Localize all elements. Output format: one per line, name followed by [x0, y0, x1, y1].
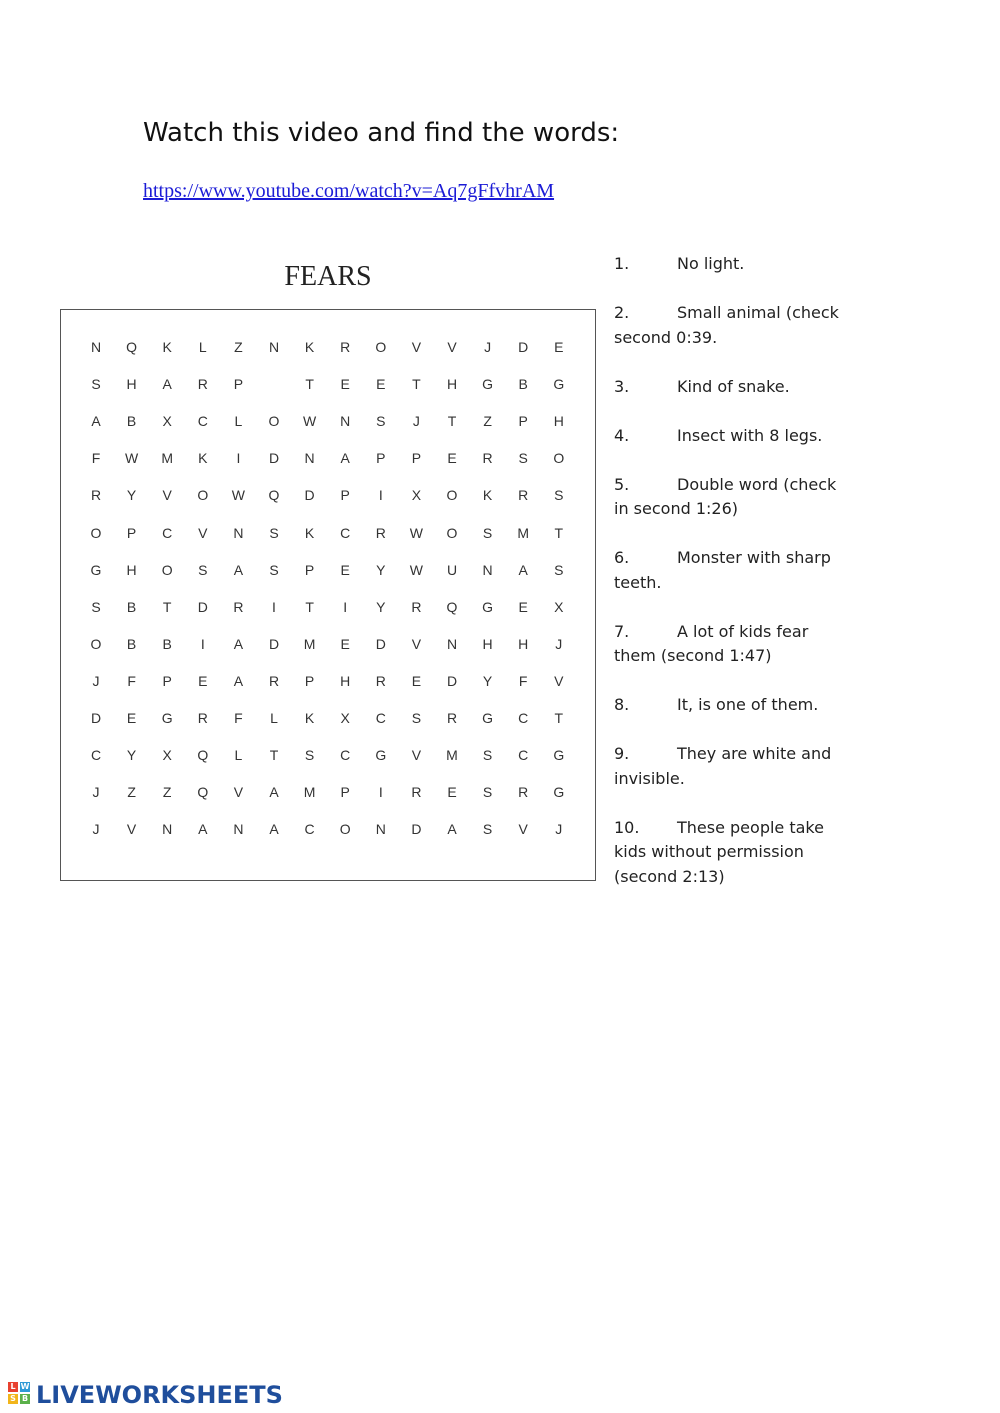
- grid-letter: O: [268, 413, 280, 430]
- grid-letter: D: [518, 339, 529, 355]
- grid-letter: M: [303, 784, 316, 801]
- clue-item: [614, 424, 854, 449]
- grid-letter: K: [304, 339, 315, 355]
- grid-letter: Q: [446, 598, 458, 615]
- grid-letter: P: [376, 450, 386, 467]
- grid-letter: P: [162, 672, 172, 689]
- grid-letter: N: [268, 339, 280, 355]
- grid-letter: R: [375, 524, 386, 541]
- clue-item: [614, 375, 854, 400]
- grid-letter: L: [270, 710, 278, 726]
- clue-item: [614, 620, 854, 669]
- grid-letter: G: [482, 710, 494, 726]
- grid-letter: J: [92, 821, 100, 838]
- grid-letter: Y: [126, 487, 137, 504]
- grid-letter: J: [92, 672, 100, 689]
- grid-letter: C: [375, 710, 386, 726]
- logo-blocks-icon: [8, 1382, 34, 1408]
- grid-letter: J: [555, 821, 563, 838]
- grid-letter: G: [161, 710, 173, 726]
- grid-letter: O: [161, 561, 173, 578]
- logo-text: LIVEWORKSHEETS: [36, 1381, 283, 1409]
- grid-letter: S: [376, 413, 386, 430]
- grid-letter: H: [340, 672, 351, 689]
- grid-letter: T: [554, 710, 564, 726]
- grid-letter: A: [269, 821, 279, 838]
- grid-letter: D: [268, 635, 280, 652]
- grid-letter: A: [233, 561, 244, 578]
- grid-letter: V: [554, 672, 564, 689]
- logo-block: B: [21, 1394, 29, 1403]
- grid-letter: Q: [126, 339, 138, 355]
- grid-letter: T: [305, 598, 314, 615]
- clue-text: They are white and invisible.: [614, 744, 832, 788]
- grid-letter: E: [447, 784, 457, 801]
- grid-letter: S: [91, 376, 101, 393]
- grid-letter: N: [482, 561, 493, 578]
- grid-letter: B: [126, 635, 137, 652]
- grid-letter: G: [375, 747, 387, 764]
- grid-letter: V: [411, 747, 422, 764]
- grid-letter: F: [91, 450, 101, 467]
- grid-letter: Z: [162, 784, 172, 801]
- clue-item: [614, 546, 854, 595]
- grid-letter: O: [446, 524, 458, 541]
- grid-letter: P: [126, 524, 137, 541]
- grid-letter: O: [446, 487, 458, 504]
- grid-letter: N: [162, 821, 173, 838]
- clue-item: [614, 742, 854, 791]
- grid-letter: Z: [483, 413, 492, 430]
- grid-letter: E: [340, 376, 350, 393]
- grid-letter: S: [269, 561, 279, 578]
- grid-letter: F: [234, 710, 243, 726]
- grid-letter: X: [162, 747, 172, 764]
- grid-letter: P: [304, 561, 315, 578]
- grid-letter: T: [305, 376, 314, 393]
- grid-letter: G: [482, 376, 494, 393]
- grid-letter: E: [376, 376, 386, 393]
- grid-letter: U: [446, 561, 458, 578]
- grid-letter: D: [304, 487, 315, 504]
- grid-letter: N: [446, 635, 458, 652]
- grid-letter: S: [482, 747, 493, 764]
- grid-letter: A: [518, 561, 528, 578]
- clue-item: [614, 693, 854, 718]
- clue-number: 4.: [614, 425, 630, 445]
- grid-letter: O: [375, 339, 387, 355]
- grid-letter: V: [518, 821, 528, 838]
- grid-letter: R: [518, 487, 529, 504]
- grid-letter: R: [375, 672, 386, 689]
- clue-text: Kind of snake.: [677, 376, 790, 396]
- grid-letter: T: [162, 598, 172, 615]
- clue-number: 9.: [614, 744, 630, 763]
- grid-letter: F: [127, 672, 136, 689]
- clue-number: 2.: [614, 303, 630, 322]
- grid-letter: P: [411, 450, 422, 467]
- grid-letter: R: [197, 710, 208, 726]
- grid-letter: H: [553, 413, 564, 430]
- grid-letter: A: [269, 784, 279, 801]
- grid-letter: I: [343, 598, 348, 615]
- clue-text: Insect with 8 legs.: [677, 425, 823, 445]
- grid-letter: C: [340, 747, 351, 764]
- grid-letter: E: [518, 598, 528, 615]
- clue-text: It, is one of them.: [677, 695, 819, 714]
- grid-letter: X: [340, 710, 350, 726]
- grid-letter: G: [553, 784, 565, 801]
- grid-letter: A: [233, 635, 244, 652]
- grid-letter: D: [446, 672, 458, 689]
- grid-letter: Q: [197, 747, 209, 764]
- grid-letter: B: [518, 376, 528, 393]
- grid-letter: C: [518, 747, 529, 764]
- clue-number: 3.: [614, 376, 630, 396]
- grid-letter: N: [90, 339, 102, 355]
- grid-letter: T: [447, 413, 457, 430]
- grid-letter: N: [375, 821, 386, 838]
- grid-letter: Q: [268, 487, 280, 504]
- grid-letter: I: [236, 450, 241, 467]
- grid-letter: S: [518, 450, 528, 467]
- grid-letter: P: [340, 487, 350, 504]
- grid-letter: G: [553, 747, 565, 764]
- grid-letter: I: [378, 487, 383, 504]
- grid-letter: M: [161, 450, 174, 467]
- grid-letter: A: [198, 821, 208, 838]
- grid-letter: E: [554, 339, 564, 355]
- grid-letter: M: [517, 524, 530, 541]
- grid-letter: K: [304, 710, 315, 726]
- grid-letter: A: [340, 450, 350, 467]
- grid-letter: S: [482, 524, 493, 541]
- grid-letter: L: [234, 747, 243, 764]
- grid-letter: P: [233, 376, 244, 393]
- grid-letter: M: [446, 747, 458, 764]
- grid-letter: S: [482, 784, 493, 801]
- grid-letter: B: [126, 413, 137, 430]
- grid-letter: I: [378, 784, 383, 801]
- grid-letter: W: [409, 524, 423, 541]
- grid-letter: G: [482, 598, 494, 615]
- clue-number: 6.: [614, 548, 630, 567]
- grid-letter: R: [268, 672, 280, 689]
- grid-letter: S: [269, 524, 279, 541]
- grid-letter: D: [375, 635, 386, 652]
- grid-letter: V: [233, 784, 244, 801]
- grid-letter: R: [340, 339, 351, 355]
- grid-letter: P: [518, 413, 528, 430]
- grid-letter: O: [339, 821, 351, 838]
- grid-letter: R: [197, 376, 208, 393]
- grid-letter: S: [554, 561, 564, 578]
- grid-letter: R: [90, 487, 102, 504]
- grid-letter: H: [482, 635, 493, 652]
- grid-letter: O: [553, 450, 565, 467]
- grid-letter: E: [340, 635, 350, 652]
- clue-number: 10.: [614, 817, 640, 837]
- clue-item: [614, 816, 854, 890]
- clue-item: [614, 252, 854, 277]
- clue-item: [614, 473, 854, 522]
- grid-letter: Y: [376, 561, 386, 578]
- grid-letter: A: [447, 821, 457, 838]
- grid-letter: L: [198, 339, 207, 355]
- grid-letter: W: [231, 487, 245, 504]
- clue-text: Small animal (check second 0:39.: [614, 303, 839, 347]
- grid-letter: K: [304, 524, 315, 541]
- clue-item: [614, 301, 854, 350]
- grid-letter: F: [518, 672, 528, 689]
- grid-letter: H: [446, 376, 458, 393]
- grid-letter: E: [411, 672, 422, 689]
- grid-letter: C: [518, 710, 529, 726]
- grid-letter: R: [518, 784, 529, 801]
- grid-letter: C: [90, 747, 102, 764]
- clue-number: 5.: [614, 474, 630, 494]
- grid-letter: X: [554, 598, 564, 615]
- grid-letter: K: [162, 339, 172, 355]
- grid-letter: S: [411, 710, 422, 726]
- grid-letter: S: [554, 487, 564, 504]
- grid-letter: S: [198, 561, 208, 578]
- grid-letter: O: [197, 487, 209, 504]
- grid-letter: B: [126, 598, 137, 615]
- grid-letter: O: [90, 524, 102, 541]
- grid-letter: R: [411, 598, 422, 615]
- logo-block: L: [8, 1382, 18, 1392]
- logo-block: S: [8, 1394, 18, 1404]
- grid-letter: C: [162, 524, 173, 541]
- grid-letter: D: [268, 450, 280, 467]
- grid-letter: Y: [376, 598, 386, 615]
- grid-letter: Z: [127, 784, 136, 801]
- grid-letter: I: [200, 635, 205, 652]
- grid-letter: Y: [482, 672, 493, 689]
- grid-letter: E: [340, 561, 350, 578]
- grid-letter: N: [233, 821, 244, 838]
- grid-letter: C: [197, 413, 208, 430]
- grid-letter: A: [91, 413, 101, 430]
- grid-letter: K: [482, 487, 493, 504]
- clue-number: 7.: [614, 621, 630, 641]
- grid-letter: J: [484, 339, 492, 355]
- liveworksheets-logo: [8, 1381, 283, 1409]
- grid-letter: L: [234, 413, 243, 430]
- grid-letter: A: [162, 376, 172, 393]
- clue-list: [614, 252, 854, 914]
- grid-letter: Z: [234, 339, 243, 355]
- grid-letter: J: [412, 413, 420, 430]
- clue-number: 8.: [614, 695, 630, 714]
- grid-letter: H: [518, 635, 529, 652]
- grid-letter: D: [90, 710, 102, 726]
- grid-letter: B: [162, 635, 172, 652]
- grid-letter: A: [233, 672, 244, 689]
- grid-letter: W: [409, 561, 423, 578]
- grid-letter: K: [198, 450, 208, 467]
- grid-letter: S: [482, 821, 493, 838]
- grid-letter: W: [124, 450, 139, 467]
- grid-letter: V: [411, 339, 422, 355]
- grid-letter: R: [411, 784, 422, 801]
- grid-letter: D: [197, 598, 208, 615]
- grid-letter: S: [304, 747, 315, 764]
- grid-letter: Q: [197, 784, 209, 801]
- grid-letter: R: [482, 450, 493, 467]
- grid-letter: E: [447, 450, 457, 467]
- grid-letter: N: [304, 450, 315, 467]
- clue-text: A lot of kids fear them (second 1:47): [614, 621, 809, 665]
- grid-letter: G: [90, 561, 102, 578]
- grid-letter: M: [303, 635, 316, 652]
- grid-letter: J: [92, 784, 100, 801]
- grid-letter: T: [269, 747, 279, 764]
- grid-letter: H: [126, 376, 137, 393]
- logo-block: W: [20, 1382, 30, 1391]
- grid-letter: V: [162, 487, 172, 504]
- page-heading: Watch this video and find the words:: [143, 118, 620, 148]
- grid-letter: W: [302, 413, 317, 430]
- grid-letter: E: [198, 672, 208, 689]
- grid-letter: Y: [126, 747, 137, 764]
- grid-letter: V: [198, 524, 208, 541]
- grid-letter: V: [447, 339, 457, 355]
- grid-letter: C: [340, 524, 351, 541]
- grid-letter: P: [340, 784, 350, 801]
- clue-text: Double word (check in second 1:26): [614, 474, 837, 518]
- grid-letter: P: [304, 672, 315, 689]
- grid-letter: X: [411, 487, 422, 504]
- clue-text: These people take kids without permission (second 2:13): [614, 817, 824, 886]
- grid-letter: J: [555, 635, 563, 652]
- grid-letter: D: [411, 821, 422, 838]
- grid-letter: H: [126, 561, 137, 578]
- grid-letter: I: [272, 598, 276, 615]
- grid-letter: N: [233, 524, 244, 541]
- grid-letter: R: [446, 710, 458, 726]
- grid-letter: T: [412, 376, 421, 393]
- grid-letter: V: [126, 821, 137, 838]
- grid-letter: S: [91, 598, 101, 615]
- grid-letter: X: [162, 413, 172, 430]
- clue-text: Monster with sharp teeth.: [614, 548, 831, 592]
- grid-letter: G: [553, 376, 565, 393]
- grid-letter: T: [554, 524, 564, 541]
- grid-letter: N: [340, 413, 351, 430]
- clue-text: No light.: [677, 254, 745, 273]
- grid-letter: O: [90, 635, 102, 652]
- grid-letter: E: [126, 710, 137, 726]
- video-link[interactable]: https://www.youtube.com/watch?v=Aq7gFfvhrAM: [143, 180, 555, 202]
- grid-letter: V: [411, 635, 422, 652]
- grid-letter: C: [304, 821, 315, 838]
- clue-number: 1.: [614, 254, 630, 273]
- puzzle-title: FEARS: [284, 261, 372, 292]
- grid-letter: R: [233, 598, 244, 615]
